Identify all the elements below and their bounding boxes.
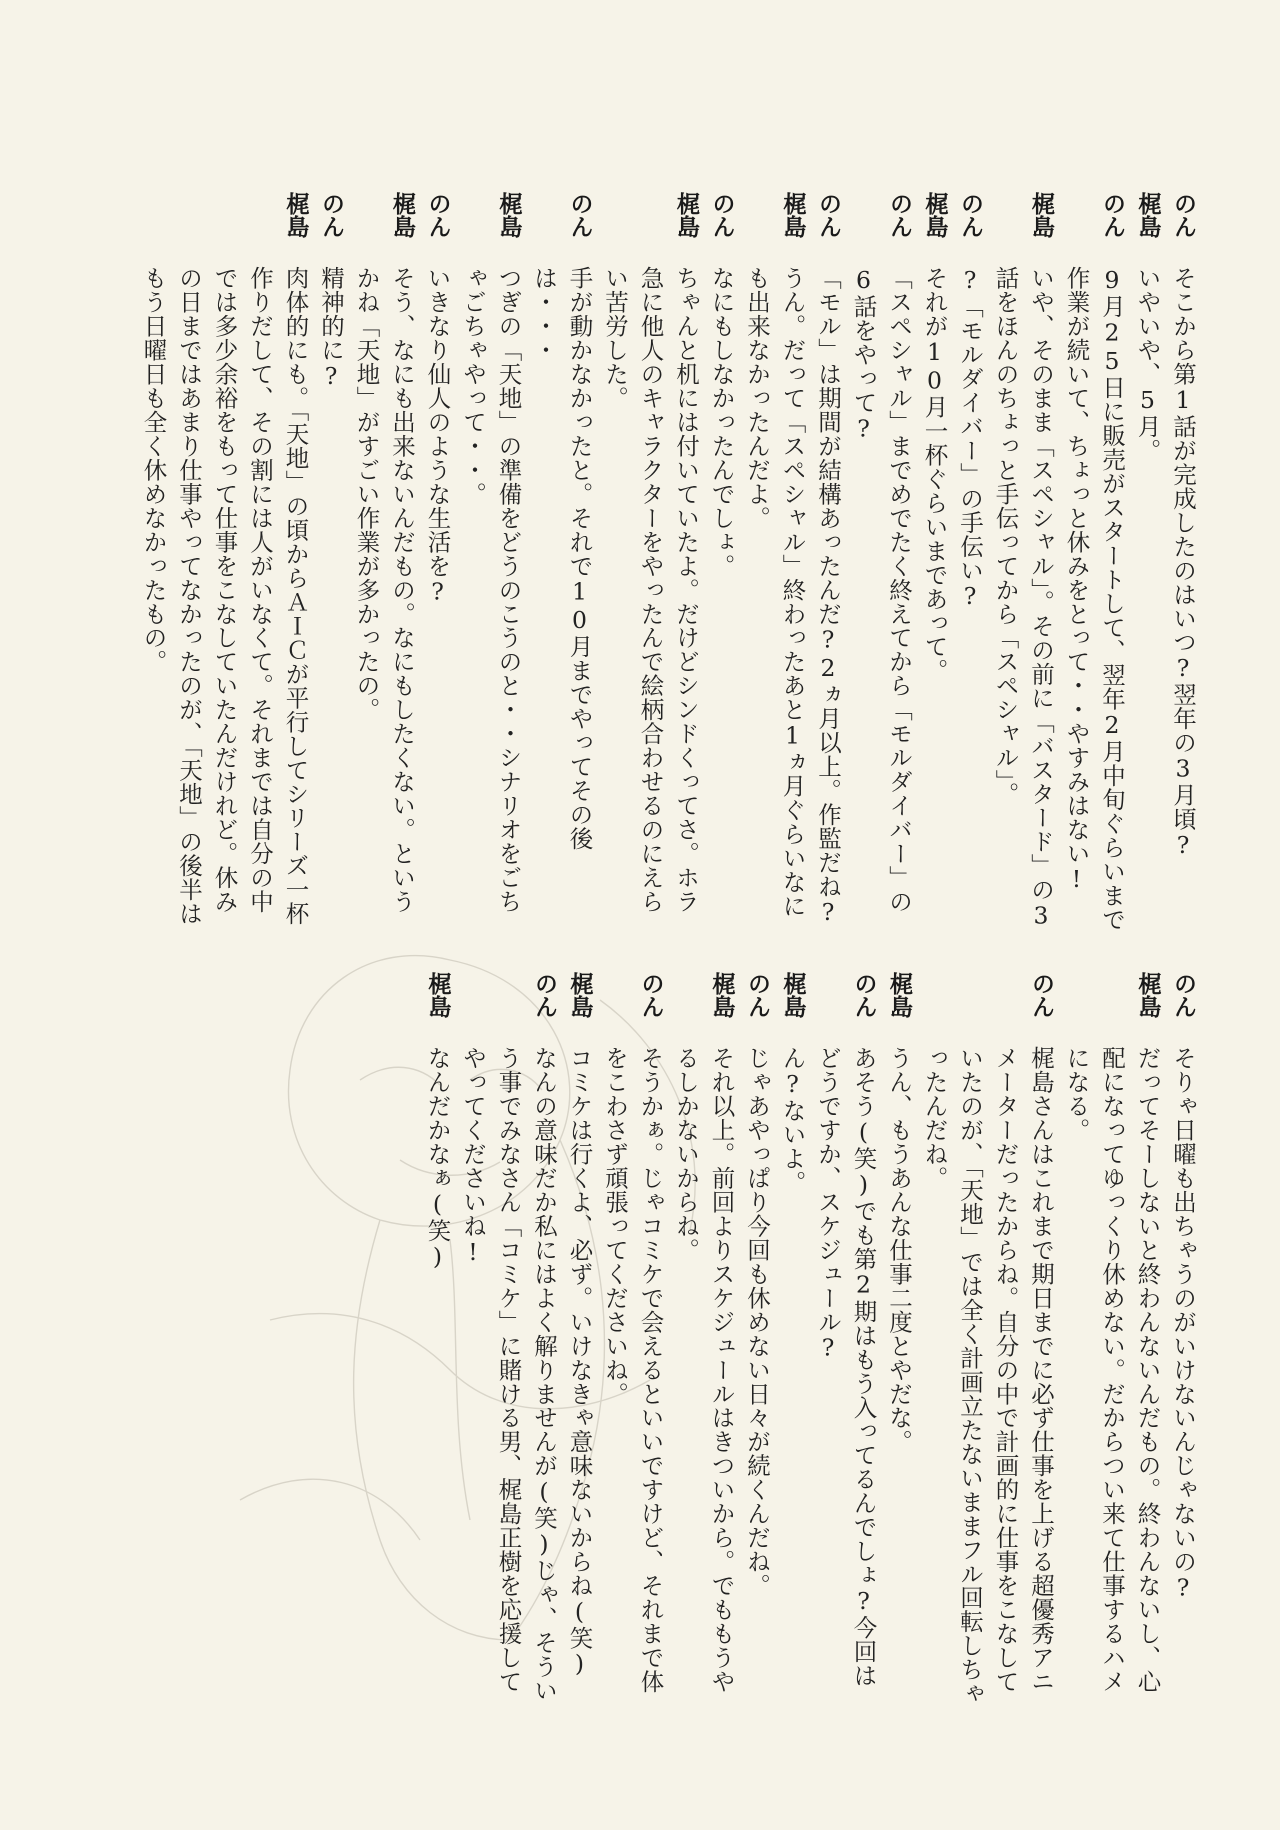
- dialogue-entry: [313, 192, 349, 932]
- dialogue-entry: [561, 972, 597, 1707]
- dialogue-entry: [1165, 972, 1201, 1707]
- speaker-label: のん: [886, 192, 912, 238]
- dialogue-text: つぎの「天地」の準備をどうのこうのと・・シナリオをごちゃごちゃやって・・。: [459, 265, 523, 913]
- dialogue-text: それ以上。前回よりスケジュールはきついから。でももうやるしかないからね。: [672, 1045, 736, 1693]
- dialogue-text: なんだかなぁ(笑): [423, 1045, 452, 1271]
- dialogue-entry: [135, 192, 313, 932]
- dialogue-entry: [419, 192, 455, 932]
- dialogue-entry: [916, 972, 1058, 1707]
- dialogue-text: いや、そのまま「スペシャル」。その前に「バスタード」の3話をほんのちょっと手伝ってから「スペシャル」。: [991, 265, 1055, 930]
- dialogue-text: そうかぁ。じゃコミケで会えるといいですけど、それまで体をこわさず頑張ってくださいね。: [601, 1045, 665, 1693]
- speaker-label: のん: [1170, 972, 1196, 1018]
- dialogue-entry: [1058, 192, 1129, 932]
- speaker-label: のん: [637, 972, 664, 1018]
- dialogue-entry: [597, 972, 668, 1707]
- speaker-label: のん: [957, 192, 983, 238]
- speaker-label: 梶島: [886, 972, 912, 1018]
- dialogue-text: なんの意味だか私にはよく解りませんが(笑)じゃ、そういう事でみなさん「コミケ」に賭ける男、梶島正樹を応援してやってくださいね!: [459, 1045, 558, 1702]
- speaker-label: 梶島: [495, 192, 522, 238]
- speaker-label: 梶島: [1134, 972, 1161, 1018]
- speaker-label: のん: [744, 972, 770, 1018]
- dialogue-text: うん、もうあんな仕事二度とやだな。: [885, 1045, 913, 1454]
- lower-text-block: [130, 972, 1200, 1707]
- speaker-label: のん: [318, 192, 344, 238]
- speaker-label: のん: [1099, 192, 1125, 238]
- dialogue-text: 梶島さんはこれまで期日までに必ず仕事を上げる超優秀アニメーターだったからね。自分の中で計画的に仕事をこなしていたのが、「天地」では全く計画立たないままフル回転しちゃったんだね。: [920, 1045, 1055, 1706]
- speaker-label: のん: [850, 972, 877, 1018]
- speaker-label: 梶島: [566, 972, 593, 1018]
- speaker-label: 梶島: [673, 192, 699, 238]
- dialogue-text: ん?ないよ。: [778, 1045, 807, 1194]
- dialogue-entry: [845, 192, 916, 932]
- dialogue-entry: [1058, 972, 1165, 1707]
- dialogue-entry: [348, 192, 419, 932]
- dialogue-entry: [419, 972, 455, 1707]
- dialogue-entry: [881, 972, 917, 1707]
- speaker-label: のん: [1170, 192, 1196, 238]
- dialogue-entry: [810, 192, 846, 932]
- speaker-label: 梶島: [282, 192, 309, 238]
- speaker-label: 梶島: [1028, 192, 1054, 238]
- dialogue-text: 精神的に?: [317, 265, 345, 390]
- dialogue-entry: [526, 192, 597, 932]
- dialogue-text: そう、なにも出来ないんだもの。なにもしたくない。というかね「天地」がすごい作業が多かったの。: [352, 265, 416, 913]
- dialogue-text: ?「モルダイバー」の手伝い?: [956, 265, 984, 611]
- speaker-label: のん: [566, 192, 593, 238]
- speaker-label: のん: [424, 192, 451, 238]
- dialogue-entry: [774, 972, 810, 1707]
- speaker-label: 梶島: [921, 192, 948, 238]
- dialogue-entry: [597, 192, 704, 932]
- speaker-label: 梶島: [1134, 192, 1161, 238]
- dialogue-entry: [987, 192, 1058, 932]
- dialogue-entry: [455, 192, 526, 932]
- speaker-label: のん: [531, 972, 557, 1018]
- dialogue-text: ちゃんと机には付いていたよ。だけどシンドくってさ。ホラ急に他人のキャラクターをやったんで絵柄合わせるのにえらい苦労した。: [601, 265, 700, 913]
- dialogue-text: じゃあやっぱり今回も休めない日々が続くんだね。: [743, 1045, 771, 1597]
- speaker-label: のん: [708, 192, 735, 238]
- dialogue-text: 「モル」は期間が結構あったんだ?2ヵ月以上。作監だね?: [814, 265, 842, 927]
- dialogue-text: そりゃ日曜も出ちゃうのがいけないんじゃないの?: [1169, 1045, 1197, 1602]
- speaker-label: 梶島: [708, 972, 735, 1018]
- speaker-label: のん: [1028, 972, 1054, 1018]
- speaker-label: のん: [815, 192, 841, 238]
- dialogue-text: 「スペシャル」までめでたく終えてから「モルダイバー」の6話をやって?: [849, 265, 913, 913]
- dialogue-text: うん。だって「スペシャル」終わったあと1ヵ月ぐらいなにも出来なかったんだよ。: [743, 265, 807, 918]
- dialogue-text: それが10月一杯ぐらいまであって。: [920, 265, 949, 683]
- dialogue-text: 9月25日に販売がスタートして、翌年2月中旬ぐらいまで作業が続いて、ちょっと休みをとって・・やすみはない!: [1062, 265, 1126, 931]
- speaker-label: 梶島: [389, 192, 415, 238]
- dialogue-text: なにもしなかったんでしょ。: [707, 265, 736, 578]
- dialogue-entry: [703, 192, 739, 932]
- dialogue-entry: [739, 192, 810, 932]
- dialogue-text: 手が動かなかったと。それで10月までやってその後は・・・: [530, 265, 594, 850]
- dialogue-text: 肉体的にも。「天地」の頃からＡＩＣが平行してシリーズ一杯作りだして、その割には人がいなくて。それまでは自分の中では多少余裕をもって仕事をこなしていたんだけれど。休みの日まではあまり仕事やってなかったのが、「天地」の後半はもう日曜日も全く休めなかったもの。: [139, 265, 310, 926]
- dialogue-entry: [916, 192, 952, 932]
- speaker-label: 梶島: [424, 972, 451, 1018]
- dialogue-entry: [810, 972, 881, 1707]
- speaker-label: 梶島: [779, 972, 806, 1018]
- dialogue-entry: [1129, 192, 1165, 932]
- dialogue-entry: [739, 972, 775, 1707]
- dialogue-text: いやいや、5月。: [1133, 265, 1162, 462]
- dialogue-text: だってそーしないと終わんないんだもの。終わんないし、心配になってゆっくり休めない。だからつい来て仕事するハメになる。: [1062, 1045, 1162, 1693]
- dialogue-entry: [952, 192, 988, 932]
- dialogue-text: あそう(笑)でも第2期はもう入ってるんでしょ?今回はどうですか、スケジュール?: [814, 1045, 878, 1687]
- dialogue-text: コミケは行くよ、必ず。いけなきゃ意味ないからね(笑): [565, 1045, 594, 1678]
- dialogue-entry: [668, 972, 739, 1707]
- speaker-label: 梶島: [779, 192, 806, 238]
- dialogue-entry: [455, 972, 562, 1707]
- dialogue-entry: [1165, 192, 1201, 932]
- upper-text-block: [130, 192, 1200, 932]
- dialogue-text: そこから第1話が完成したのはいつ?翌年の3月頃?: [1169, 265, 1197, 859]
- dialogue-text: いきなり仙人のような生活を?: [423, 265, 452, 606]
